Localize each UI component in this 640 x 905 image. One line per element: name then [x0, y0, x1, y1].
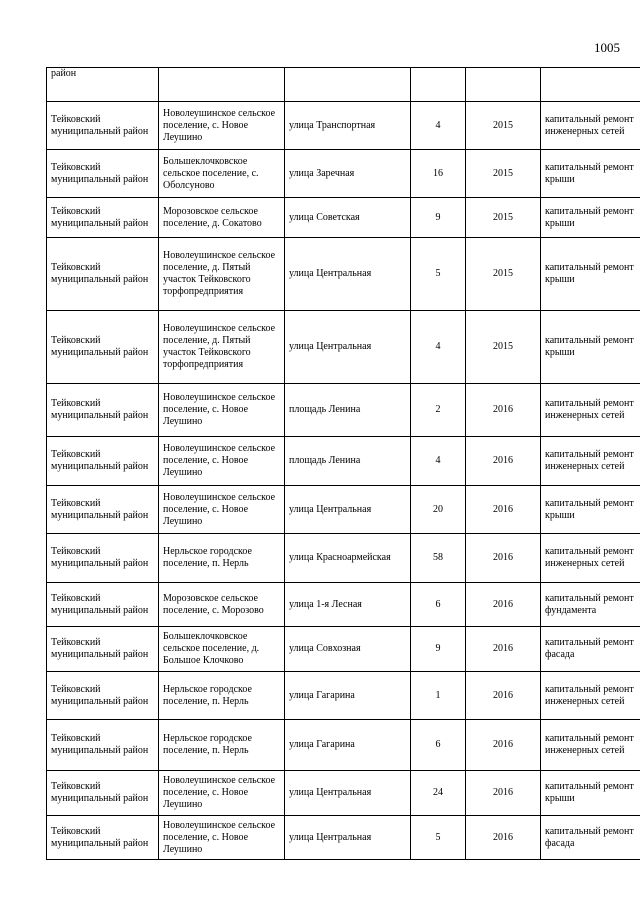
settlement-cell: Морозовское сельское поселение, д. Сокатово — [159, 198, 285, 238]
settlement-cell: Новолеушинское сельское поселение, д. Пятый участок Тейковского торфопредприятия — [159, 238, 285, 311]
year-cell: 2015 — [466, 311, 541, 384]
settlement-cell: Новолеушинское сельское поселение, с. Новое Леушино — [159, 437, 285, 486]
house-cell: 4 — [411, 437, 466, 486]
table-row — [47, 816, 640, 860]
year-cell: 2016 — [466, 816, 541, 860]
work-cell: капитальный ремонт инженерных сетей — [541, 534, 640, 583]
street-cell: улица Советская — [285, 198, 411, 238]
district-cell: Тейковский муниципальный район — [47, 437, 159, 486]
work-cell: капитальный ремонт фасада — [541, 816, 640, 860]
work-cell: капитальный ремонт крыши — [541, 198, 640, 238]
street-cell: улица Центральная — [285, 816, 411, 860]
house-cell: 5 — [411, 816, 466, 860]
settlement-cell: Нерльское городское поселение, п. Нерль — [159, 672, 285, 720]
district-cell: Тейковский муниципальный район — [47, 311, 159, 384]
street-cell: улица Транспортная — [285, 102, 411, 150]
district-cell: Тейковский муниципальный район — [47, 720, 159, 771]
work-cell: капитальный ремонт фундамента — [541, 583, 640, 627]
house-cell: 6 — [411, 720, 466, 771]
district-cell: Тейковский муниципальный район — [47, 150, 159, 198]
street-cell: площадь Ленина — [285, 437, 411, 486]
street-cell: улица Красноармейская — [285, 534, 411, 583]
settlement-cell: Большеклочковское сельское поселение, с. Оболсуново — [159, 150, 285, 198]
table-row — [47, 627, 640, 672]
settlement-cell: Большеклочковское сельское поселение, д. Большое Клочково — [159, 627, 285, 672]
house-cell: 9 — [411, 627, 466, 672]
table-row — [47, 534, 640, 583]
district-cell: Тейковский муниципальный район — [47, 486, 159, 534]
house-cell: 6 — [411, 583, 466, 627]
street-cell: улица Гагарина — [285, 672, 411, 720]
district-cell: Тейковский муниципальный район — [47, 771, 159, 816]
year-cell: 2015 — [466, 150, 541, 198]
table-row — [47, 198, 640, 238]
work-cell: капитальный ремонт крыши — [541, 238, 640, 311]
year-cell: 2016 — [466, 771, 541, 816]
work-cell: капитальный ремонт крыши — [541, 771, 640, 816]
year-cell — [466, 68, 541, 102]
district-cell: Тейковский муниципальный район — [47, 102, 159, 150]
house-cell: 2 — [411, 384, 466, 437]
house-cell: 58 — [411, 534, 466, 583]
district-cell: Тейковский муниципальный район — [47, 198, 159, 238]
work-cell: капитальный ремонт инженерных сетей — [541, 437, 640, 486]
table-row-carryover — [47, 68, 640, 102]
table-row — [47, 672, 640, 720]
street-cell: улица Центральная — [285, 311, 411, 384]
settlement-cell: Нерльское городское поселение, п. Нерль — [159, 534, 285, 583]
street-cell — [285, 68, 411, 102]
page-number: 1005 — [594, 40, 620, 55]
district-cell: Тейковский муниципальный район — [47, 627, 159, 672]
district-cell: Тейковский муниципальный район — [47, 583, 159, 627]
house-cell: 1 — [411, 672, 466, 720]
settlement-cell — [159, 68, 285, 102]
street-cell: улица Центральная — [285, 238, 411, 311]
house-cell: 5 — [411, 238, 466, 311]
year-cell: 2015 — [466, 102, 541, 150]
work-cell: капитальный ремонт инженерных сетей — [541, 384, 640, 437]
repair-registry-table — [46, 67, 640, 860]
year-cell: 2016 — [466, 672, 541, 720]
work-cell — [541, 68, 640, 102]
year-cell: 2016 — [466, 720, 541, 771]
table-row — [47, 437, 640, 486]
street-cell: улица Гагарина — [285, 720, 411, 771]
work-cell: капитальный ремонт инженерных сетей — [541, 672, 640, 720]
year-cell: 2016 — [466, 627, 541, 672]
district-cell: Тейковский муниципальный район — [47, 384, 159, 437]
table-row — [47, 238, 640, 311]
street-cell: улица 1-я Лесная — [285, 583, 411, 627]
work-cell: капитальный ремонт фасада — [541, 627, 640, 672]
district-cell: район — [47, 68, 159, 102]
settlement-cell: Новолеушинское сельское поселение, д. Пятый участок Тейковского торфопредприятия — [159, 311, 285, 384]
table-row — [47, 486, 640, 534]
work-cell: капитальный ремонт крыши — [541, 486, 640, 534]
work-cell: капитальный ремонт крыши — [541, 150, 640, 198]
settlement-cell: Новолеушинское сельское поселение, с. Новое Леушино — [159, 102, 285, 150]
house-cell: 24 — [411, 771, 466, 816]
year-cell: 2016 — [466, 486, 541, 534]
house-cell: 16 — [411, 150, 466, 198]
table-row — [47, 384, 640, 437]
year-cell: 2016 — [466, 437, 541, 486]
year-cell: 2016 — [466, 384, 541, 437]
house-cell — [411, 68, 466, 102]
table-row — [47, 311, 640, 384]
street-cell: площадь Ленина — [285, 384, 411, 437]
table-row — [47, 102, 640, 150]
settlement-cell: Морозовское сельское поселение, с. Морозово — [159, 583, 285, 627]
table-row — [47, 771, 640, 816]
settlement-cell: Новолеушинское сельское поселение, с. Новое Леушино — [159, 771, 285, 816]
street-cell: улица Центральная — [285, 486, 411, 534]
settlement-cell: Новолеушинское сельское поселение, с. Новое Леушино — [159, 816, 285, 860]
year-cell: 2016 — [466, 583, 541, 627]
district-cell: Тейковский муниципальный район — [47, 238, 159, 311]
year-cell: 2016 — [466, 534, 541, 583]
year-cell: 2015 — [466, 198, 541, 238]
table-row — [47, 583, 640, 627]
work-cell: капитальный ремонт инженерных сетей — [541, 102, 640, 150]
street-cell: улица Совхозная — [285, 627, 411, 672]
year-cell: 2015 — [466, 238, 541, 311]
table-row — [47, 150, 640, 198]
house-cell: 4 — [411, 102, 466, 150]
settlement-cell: Новолеушинское сельское поселение, с. Новое Леушино — [159, 486, 285, 534]
district-cell: Тейковский муниципальный район — [47, 672, 159, 720]
house-cell: 20 — [411, 486, 466, 534]
settlement-cell: Новолеушинское сельское поселение, с. Новое Леушино — [159, 384, 285, 437]
work-cell: капитальный ремонт крыши — [541, 311, 640, 384]
work-cell: капитальный ремонт инженерных сетей — [541, 720, 640, 771]
district-cell: Тейковский муниципальный район — [47, 816, 159, 860]
street-cell: улица Заречная — [285, 150, 411, 198]
house-cell: 9 — [411, 198, 466, 238]
table-row — [47, 720, 640, 771]
district-cell: Тейковский муниципальный район — [47, 534, 159, 583]
house-cell: 4 — [411, 311, 466, 384]
settlement-cell: Нерльское городское поселение, п. Нерль — [159, 720, 285, 771]
street-cell: улица Центральная — [285, 771, 411, 816]
